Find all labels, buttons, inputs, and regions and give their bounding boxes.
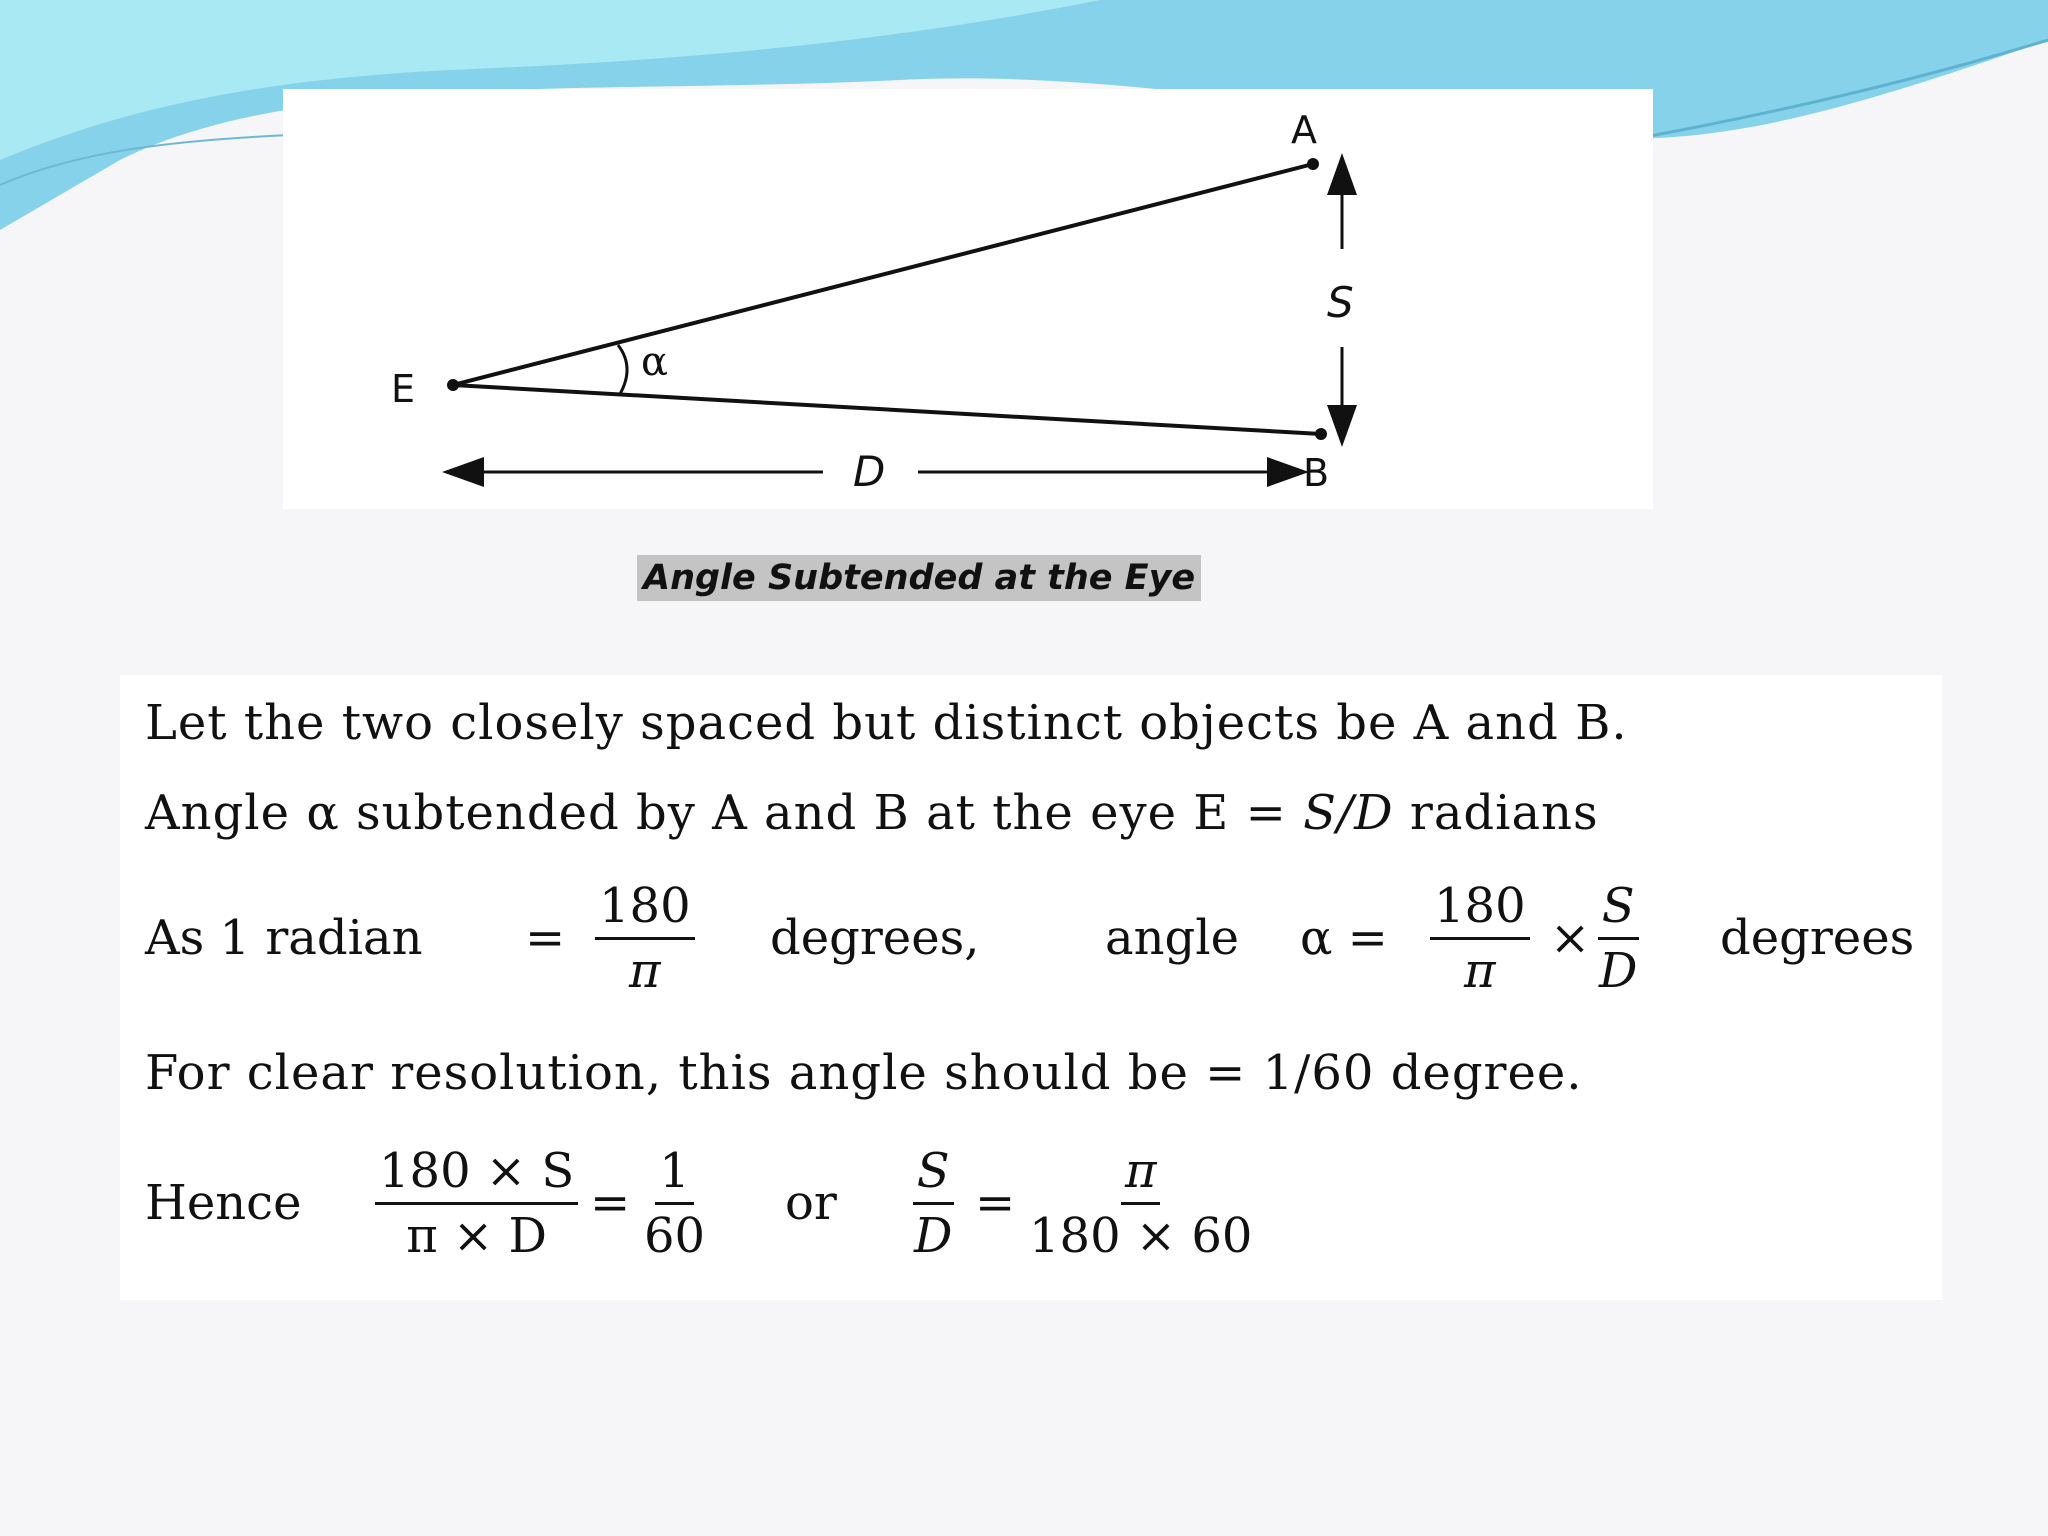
ray-EA bbox=[453, 164, 1313, 385]
text-line-3-angle: angle bbox=[1105, 910, 1240, 966]
text-line-3-prefix: As 1 radian bbox=[145, 910, 423, 966]
frac-num: 180 × S bbox=[375, 1140, 578, 1205]
angle-diagram bbox=[283, 89, 1653, 509]
text-line-4: For clear resolution, this angle should be = 1/60 degree. bbox=[145, 1045, 1583, 1101]
frac-num: 1 bbox=[655, 1140, 694, 1205]
point-B bbox=[1315, 428, 1327, 440]
frac-den: 180 × 60 bbox=[1029, 1208, 1253, 1264]
frac-den: D bbox=[914, 1208, 953, 1264]
text-line-2 bbox=[145, 785, 1599, 841]
text-line-2-b: S/D bbox=[1303, 785, 1394, 841]
text-line-2-c: radians bbox=[1393, 785, 1599, 841]
frac-den: π bbox=[629, 943, 661, 999]
text-line-3-suffix: degrees bbox=[1720, 910, 1915, 966]
text-line-5-eq1: = bbox=[590, 1175, 631, 1231]
angle-diagram-svg bbox=[283, 89, 1653, 509]
fraction-180S-over-piD bbox=[375, 1140, 578, 1267]
fraction-S-over-D bbox=[1595, 875, 1641, 1002]
fraction-1-over-60 bbox=[640, 1140, 709, 1267]
fraction-pi-over-180x60 bbox=[1025, 1140, 1256, 1267]
label-S: S bbox=[1327, 278, 1354, 327]
label-A: A bbox=[1291, 108, 1317, 152]
label-B: B bbox=[1303, 451, 1330, 495]
frac-den: D bbox=[1599, 943, 1638, 999]
text-line-5-eq2: = bbox=[975, 1175, 1016, 1231]
frac-num: π bbox=[1121, 1140, 1161, 1205]
text-line-5-prefix: Hence bbox=[145, 1175, 302, 1231]
angle-arc bbox=[618, 345, 627, 394]
figure-caption: Angle Subtended at the Eye bbox=[637, 555, 1201, 601]
fraction-180-over-pi bbox=[595, 875, 695, 1002]
text-line-3-times: × bbox=[1550, 910, 1591, 966]
frac-den: π × D bbox=[406, 1208, 547, 1264]
frac-num: 180 bbox=[1430, 875, 1530, 940]
frac-num: 180 bbox=[595, 875, 695, 940]
text-line-2-a: Angle α subtended by A and B at the eye E = bbox=[145, 785, 1304, 841]
label-D: D bbox=[853, 447, 886, 496]
frac-den: π bbox=[1464, 943, 1496, 999]
frac-num: S bbox=[913, 1140, 954, 1205]
point-E bbox=[447, 379, 459, 391]
fraction-180-over-pi-2 bbox=[1430, 875, 1530, 1002]
label-E: E bbox=[391, 367, 416, 411]
point-A bbox=[1307, 158, 1319, 170]
ray-EB bbox=[453, 385, 1321, 434]
label-alpha: α bbox=[641, 339, 669, 385]
text-line-1: Let the two closely spaced but distinct objects be A and B. bbox=[145, 695, 1628, 751]
fraction-S-over-D-2 bbox=[910, 1140, 956, 1267]
text-line-3-degrees: degrees, bbox=[770, 910, 980, 966]
text-line-5-or: or bbox=[785, 1175, 837, 1231]
text-line-3-alpha-eq: α = bbox=[1300, 910, 1388, 966]
derivation-text bbox=[120, 675, 1942, 1300]
text-line-3-eq: = bbox=[525, 910, 566, 966]
frac-num: S bbox=[1598, 875, 1639, 940]
frac-den: 60 bbox=[644, 1208, 706, 1264]
